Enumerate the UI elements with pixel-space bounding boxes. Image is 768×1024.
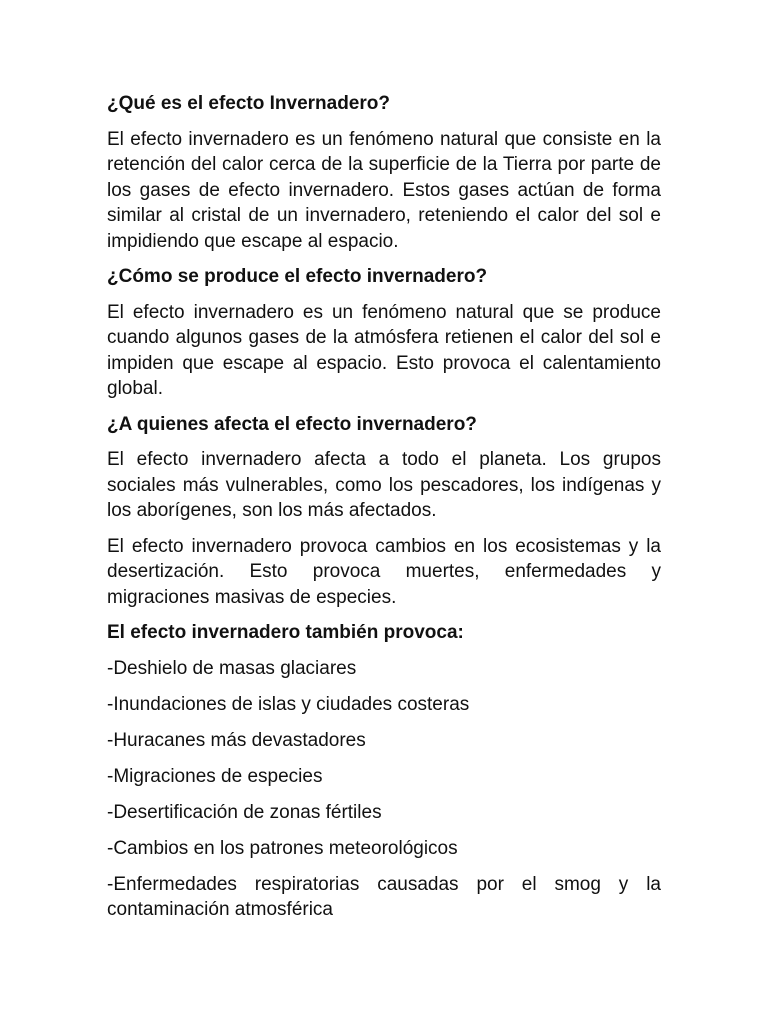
- list-item: -Inundaciones de islas y ciudades costeras: [107, 693, 470, 715]
- section-paragraph-who-1: El efecto invernadero afecta a todo el planeta. Los grupos sociales más vulnerables, como los pescadores, los indígenas y los aborígenes, son los más afectados.: [107, 449, 661, 521]
- list-item: -Enfermedades respiratorias causadas por el smog y la contaminación atmosférica: [107, 873, 661, 920]
- list-item: -Migraciones de especies: [107, 765, 323, 787]
- document-page: [107, 91, 661, 933]
- section-heading-what: ¿Qué es el efecto Invernadero?: [107, 93, 390, 114]
- section-heading-how: ¿Cómo se produce el efecto invernadero?: [107, 266, 488, 287]
- consequences-list: [107, 656, 661, 923]
- consequences-heading: El efecto invernadero también provoca:: [107, 622, 464, 643]
- list-item: -Cambios en los patrones meteorológicos: [107, 837, 458, 859]
- section-paragraph-who-2: El efecto invernadero provoca cambios en los ecosistemas y la desertización. Esto provoca muertes, enfermedades y migraciones masivas de especies.: [107, 535, 661, 608]
- section-heading-who: ¿A quienes afecta el efecto invernadero?: [107, 413, 477, 435]
- list-item: -Desertificación de zonas fértiles: [107, 801, 382, 823]
- list-item: -Deshielo de masas glaciares: [107, 657, 357, 679]
- list-item: -Huracanes más devastadores: [107, 729, 366, 751]
- section-paragraph-what: El efecto invernadero es un fenómeno natural que consiste en la retención del calor cerca de la superficie de la Tierra por parte de los gases de efecto invernadero. Estos gases actúan de forma similar al cristal de un invernadero, reteniendo el calor del sol e impidiendo que escape al espacio.: [107, 128, 661, 252]
- section-paragraph-how: El efecto invernadero es un fenómeno natural que se produce cuando algunos gases de la atmósfera retienen el calor del sol e impiden que escape al espacio. Esto provoca el calentamiento global.: [107, 301, 661, 399]
